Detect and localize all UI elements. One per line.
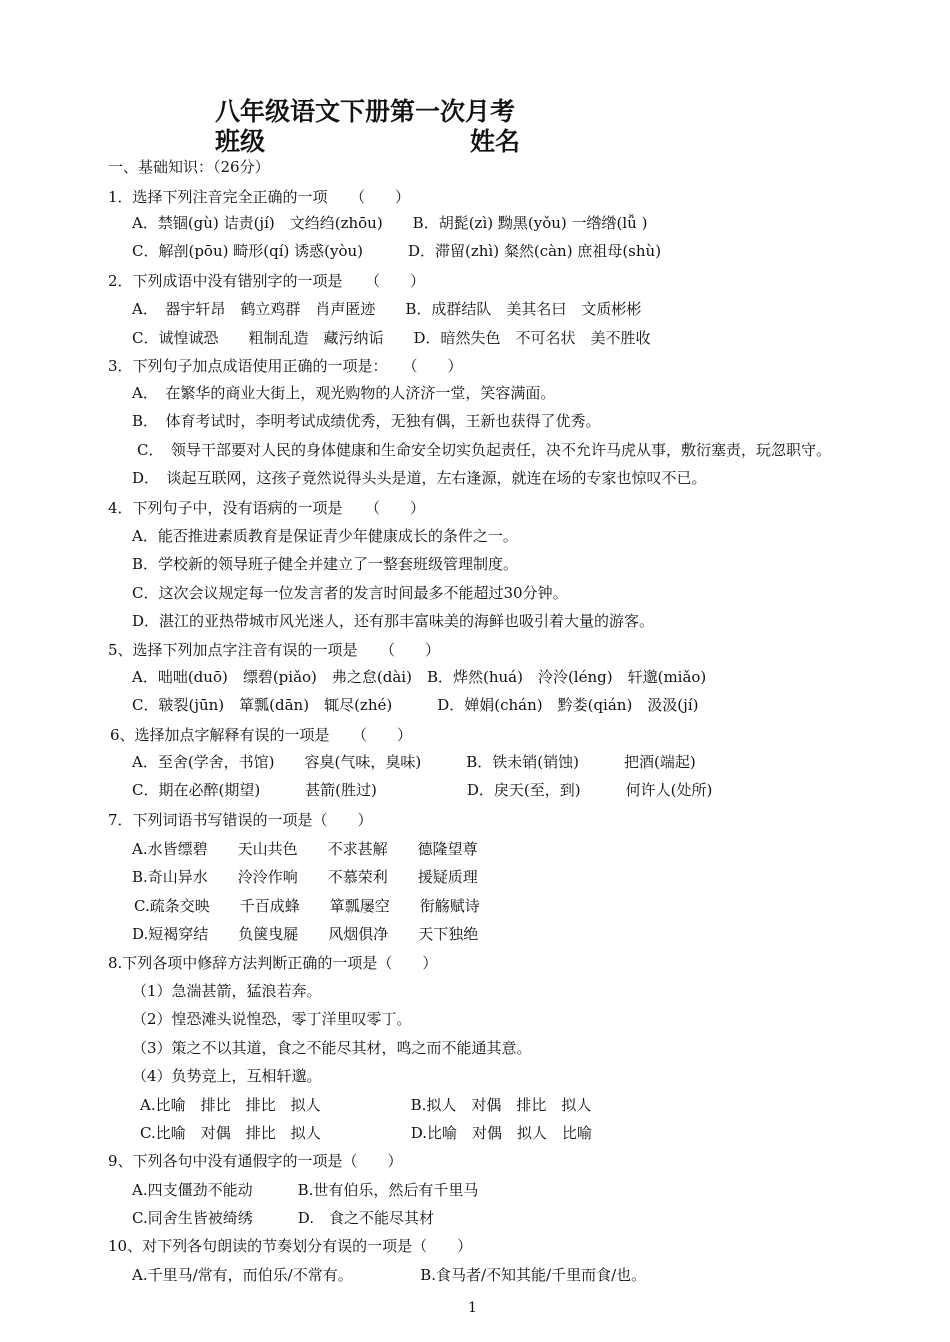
- question-2: 2．下列成语中没有错别字的一项是 （ ）: [108, 272, 426, 290]
- question-3-option-a: A． 在繁华的商业大街上，观光购物的人济济一堂，笑容满面。: [132, 384, 556, 402]
- section-heading: 一、基础知识：（26分）: [108, 158, 270, 176]
- question-8: 8.下列各项中修辞方法判断正确的一项是（ ）: [108, 954, 438, 972]
- question-5-option-ab: A．咄咄(duō) 缥碧(piǎo) 弗之怠(dài) B．烨然(huá) 泠泠(léng) 轩邈(miǎo): [132, 668, 707, 686]
- question-3: 3．下列句子加点成语使用正确的一项是： （ ）: [108, 357, 463, 375]
- name-label: 姓名: [470, 127, 521, 156]
- question-3-option-b: B． 体育考试时，李明考试成绩优秀，无独有偶，王新也获得了优秀。: [132, 412, 601, 430]
- question-5-option-cd: C．皲裂(jūn) 箪瓢(dān) 辄尽(zhé) D．婵娟(chán) 黔娄(qián) 汲汲(jí): [132, 696, 699, 714]
- question-9-option-ab: A.四支僵劲不能动 B.世有伯乐，然后有千里马: [132, 1181, 479, 1199]
- question-1: 1．选择下列注音完全正确的一项 （ ）: [108, 188, 411, 206]
- question-6-option-cd: C．期在必醉(期望) 甚箭(胜过) D．戾天(至，到) 何许人(处所): [132, 781, 713, 799]
- question-8-option-ab: A.比喻 排比 排比 拟人 B.拟人 对偶 排比 拟人: [140, 1096, 592, 1114]
- question-10: 10、对下列各句朗读的节奏划分有误的一项是（ ）: [108, 1237, 473, 1255]
- question-7-option-d: D.短褐穿结 负箧曳屣 风烟俱净 天下独绝: [132, 925, 479, 943]
- question-8-item-3: （3）策之不以其道，食之不能尽其材，鸣之而不能通其意。: [132, 1039, 532, 1057]
- question-9: 9、下列各句中没有通假字的一项是（ ）: [108, 1152, 403, 1170]
- question-6-option-ab: A．至舍(学舍，书馆) 容臭(气味，臭味) B．铁未销(销蚀) 把酒(端起): [132, 753, 696, 771]
- page-number: 1: [468, 1300, 477, 1316]
- question-4: 4．下列句子中，没有语病的一项是 （ ）: [108, 499, 426, 517]
- exam-title: 八年级语文下册第一次月考: [215, 97, 516, 126]
- question-7: 7．下列词语书写错误的一项是（ ）: [108, 811, 373, 829]
- question-5: 5、选择下列加点字注音有误的一项是 （ ）: [108, 641, 441, 659]
- question-2-option-ab: A． 器宇轩昂 鹤立鸡群 肖声匿迹 B．成群结队 美其名曰 文质彬彬: [132, 300, 642, 318]
- question-7-option-a: A.水皆缥碧 天山共色 不求甚解 德隆望尊: [132, 840, 478, 858]
- question-8-item-2: （2）惶恐滩头说惶恐，零丁洋里叹零丁。: [132, 1010, 412, 1028]
- question-10-option-ab: A.千里马/常有，而伯乐/不常有。 B.食马者/不知其能/千里而食/也。: [132, 1266, 647, 1284]
- question-7-option-c: C.疏条交映 千百成蜂 箪瓢屡空 衔觞赋诗: [134, 897, 480, 915]
- question-4-option-d: D．湛江的亚热带城市风光迷人，还有那丰富味美的海鲜也吸引着大量的游客。: [132, 612, 655, 630]
- question-4-option-b: B．学校新的领导班子健全并建立了一整套班级管理制度。: [132, 555, 519, 573]
- class-label: 班级: [215, 127, 266, 156]
- question-2-option-cd: C．诚惶诚恐 粗制乱造 藏污纳诟 D．暗然失色 不可名状 美不胜收: [132, 329, 651, 347]
- question-8-item-1: （1）急湍甚箭，猛浪若奔。: [132, 982, 322, 1000]
- question-1-option-cd: C．解剖(pōu) 畸形(qí) 诱惑(yòu) D．滞留(zhì) 粲然(càn) 庶祖母(shù): [132, 242, 662, 260]
- question-9-option-cd: C.同舍生皆被绮绣 D. 食之不能尽其材: [132, 1209, 434, 1227]
- question-8-item-4: （4）负势竞上，互相轩邈。: [132, 1067, 322, 1085]
- question-3-option-d: D． 谈起互联网，这孩子竟然说得头头是道，左右逢源，就连在场的专家也惊叹不已。: [132, 469, 707, 487]
- question-4-option-a: A．能否推进素质教育是保证青少年健康成长的条件之一。: [132, 527, 518, 545]
- question-7-option-b: B.奇山异水 泠泠作响 不慕荣利 援疑质理: [132, 868, 478, 886]
- question-4-option-c: C．这次会议规定每一位发言者的发言时间最多不能超过30分钟。: [132, 584, 568, 602]
- question-6: 6、选择加点字解释有误的一项是 （ ）: [110, 726, 413, 744]
- question-1-option-ab: A．禁锢(gù) 诘责(jí) 文绉绉(zhōu) B．胡髭(zì) 黝黑(yǒu) 一绺绺(lǚ ): [132, 214, 648, 232]
- question-3-option-c: C． 领导干部要对人民的身体健康和生命安全切实负起责任，决不允许马虎从事，敷衍塞责，玩忽职守。: [137, 441, 831, 459]
- question-8-option-cd: C.比喻 对偶 排比 拟人 D.比喻 对偶 拟人 比喻: [140, 1124, 592, 1142]
